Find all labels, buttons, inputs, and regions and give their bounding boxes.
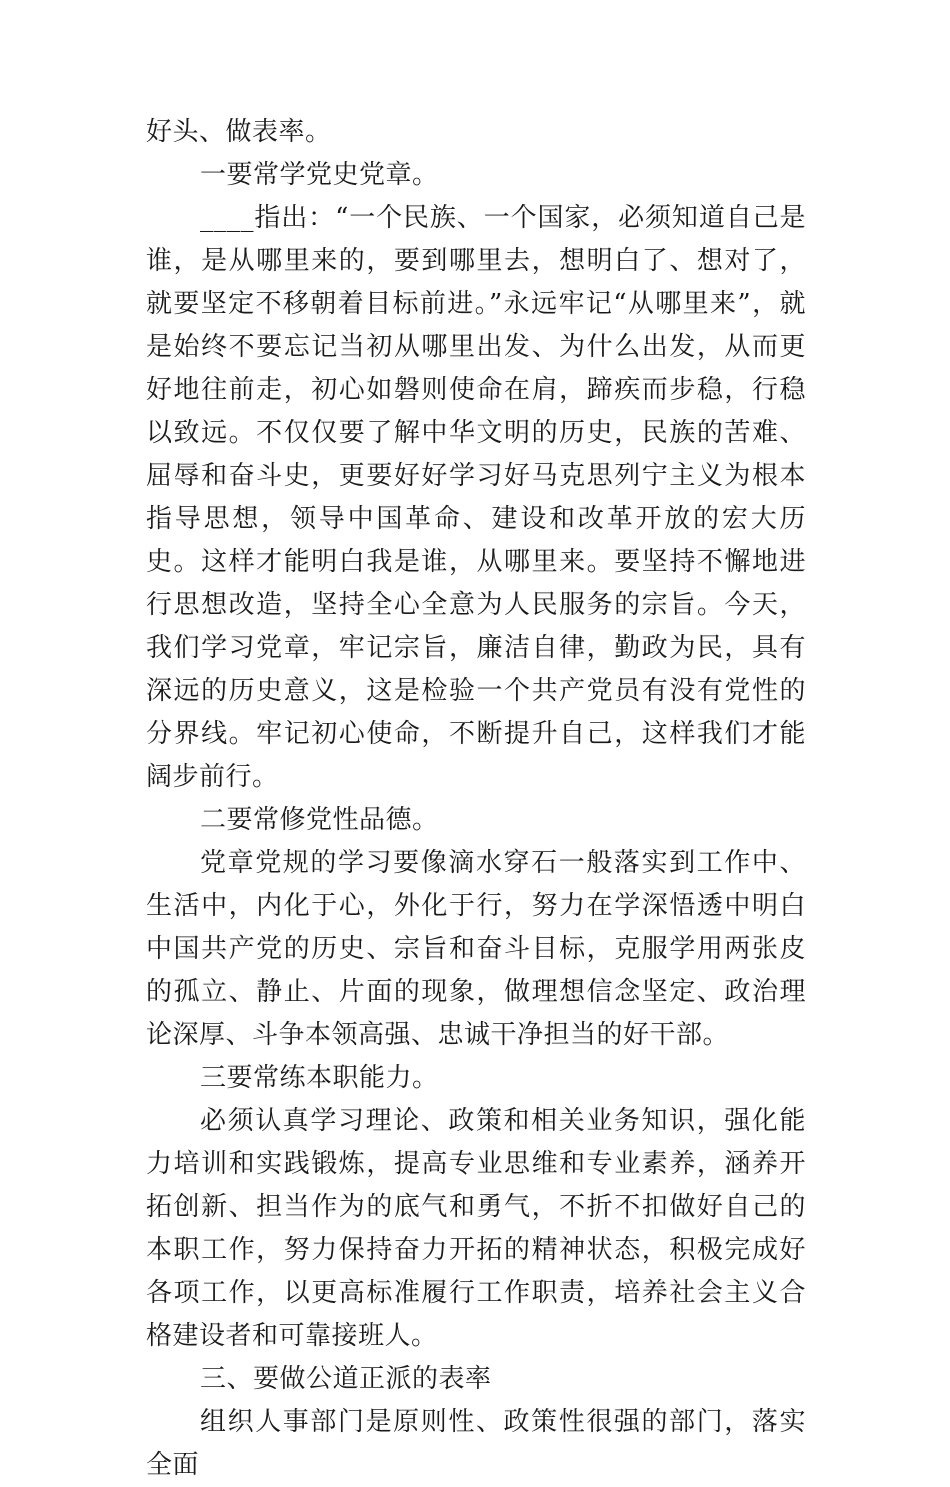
heading-cultivate-party-character: 二要常修党性品德。 xyxy=(200,805,439,835)
paragraph-continuation: 好头、做表率。 xyxy=(146,117,332,147)
paragraph-organization-department: 组织人事部门是原则性、政策性很强的部门，落实全面 xyxy=(146,1407,806,1480)
paragraph-job-ability: 必须认真学习理论、政策和相关业务知识，强化能力培训和实践锻炼，提高专业思维和专业素养，涵养开拓创新、担当作为的底气和勇气，不折不扣做好自己的本职工作，努力保持奋力开拓的精神状态，积极完成好各项工作，以更高标准履行工作职责，培养社会主义合格建设者和可靠接班人。 xyxy=(146,1106,806,1351)
paragraph-party-character: 党章党规的学习要像滴水穿石一般落实到工作中、生活中，内化于心，外化于行，努力在学深悟透中明白中国共产党的历史、宗旨和奋斗目标，克服学用两张皮的孤立、静止、片面的现象，做理想信念坚定、政治理论深厚、斗争本领高强、忠诚干净担当的好干部。 xyxy=(146,848,806,1050)
heading-fair-and-upright: 三、要做公道正派的表率 xyxy=(200,1364,492,1394)
heading-practice-job-ability: 三要常练本职能力。 xyxy=(200,1063,439,1093)
heading-study-party-history: 一要常学党史党章。 xyxy=(200,160,439,190)
paragraph-party-history: ____指出：“一个民族、一个国家，必须知道自己是谁，是从哪里来的，要到哪里去，想明白了、想对了，就要坚定不移朝着目标前进。”永远牢记“从哪里来”，就是始终不要忘记当初从哪里出发、为什么出发，从而更好地往前走，初心如磐则使命在肩，蹄疾而步稳，行稳以致远。不仅仅要了解中华文明的历史，民族的苦难、屈辱和奋斗史，更要好好学习好马克思列宁主义为根本指导思想，领导中国革命、建设和改革开放的宏大历史。这样才能明白我是谁，从哪里来。要坚持不懈地进行思想改造，坚持全心全意为人民服务的宗旨。今天，我们学习党章，牢记宗旨，廉洁自律，勤政为民，具有深远的历史意义，这是检验一个共产党员有没有党性的分界线。牢记初心使命，不断提升自己，这样我们才能阔步前行。 xyxy=(146,203,806,792)
document-page xyxy=(146,111,806,1487)
